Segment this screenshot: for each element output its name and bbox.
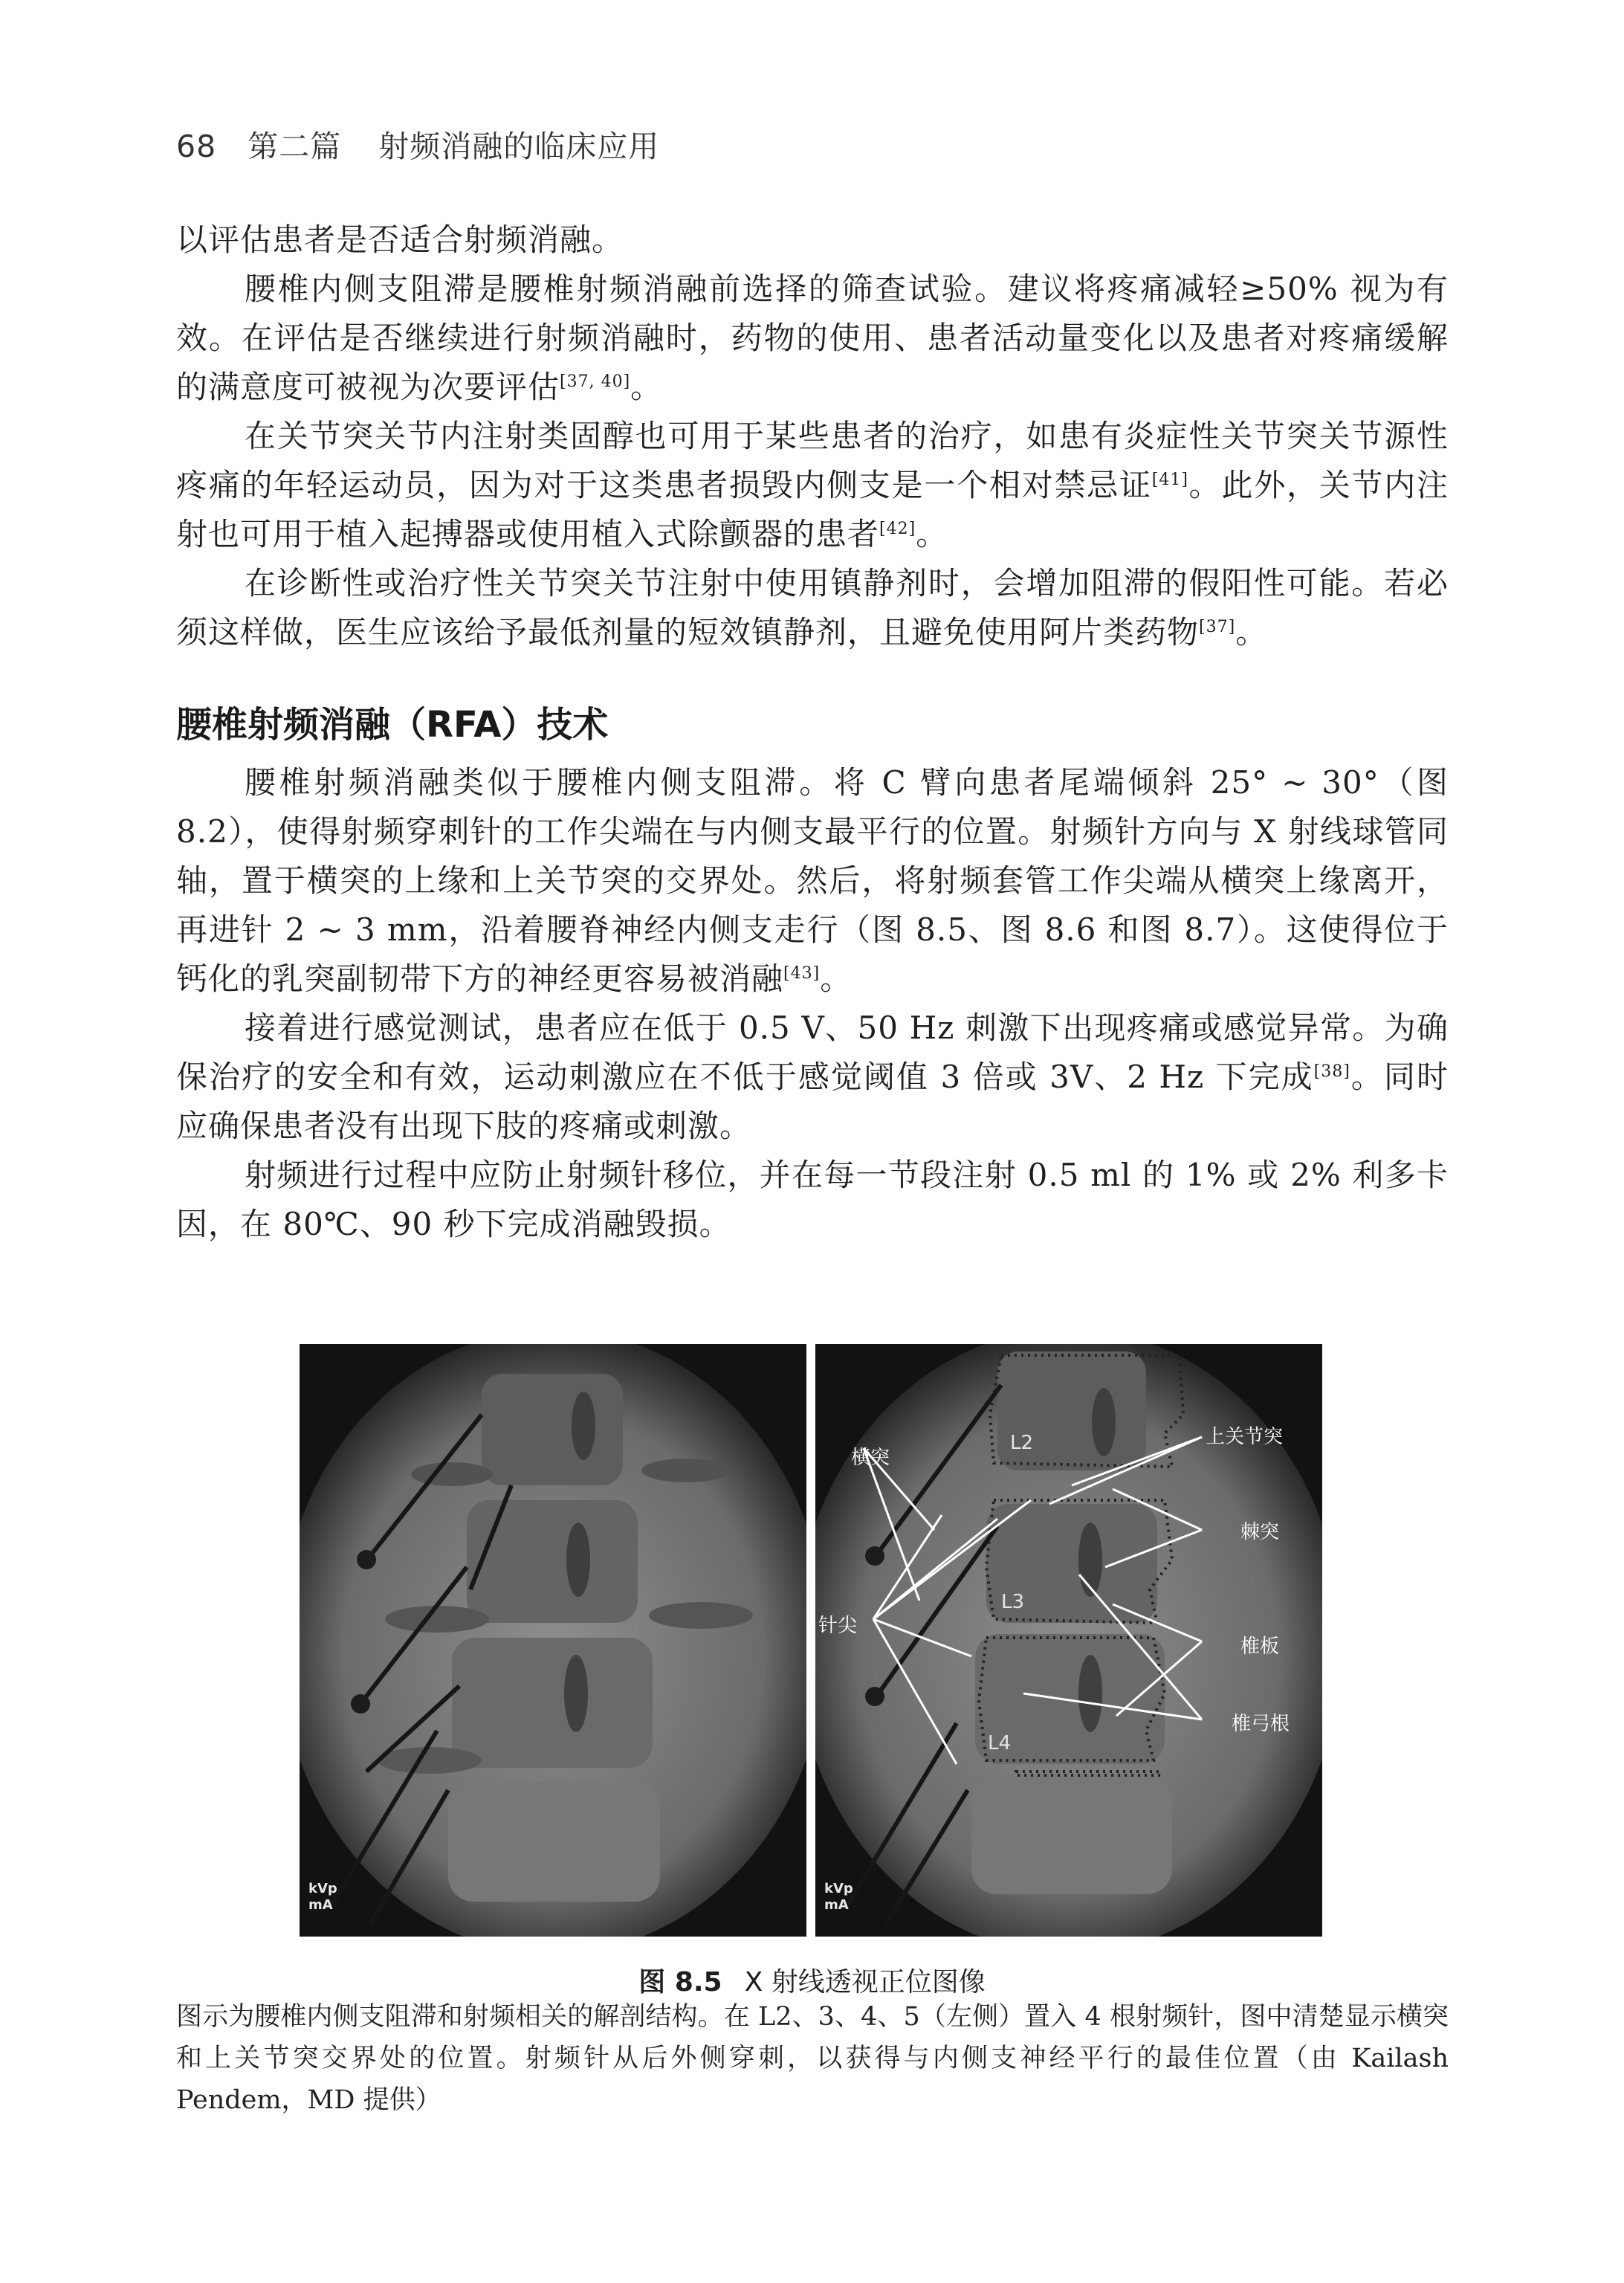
figure-8-5 (300, 1344, 1327, 1937)
citation: [42] (879, 520, 916, 538)
label-transverse-process: 横突 (851, 1447, 890, 1469)
section-body-text (176, 758, 1449, 1249)
label-l4: L4 (988, 1732, 1012, 1754)
label-lamina: 椎板 (1240, 1635, 1280, 1658)
label-needle-tip: 针尖 (818, 1615, 858, 1637)
paragraph-4: 在诊断性或治疗性关节突关节注射中使用镇静剂时，会增加阻滞的假阳性可能。若必须这样做，医生应该给予最低剂量的短效镇静剂，且避免使用阿片类药物[37]。 (176, 565, 1449, 650)
label-spinous-process: 棘突 (1240, 1521, 1280, 1543)
part-label: 第二篇 (248, 129, 342, 164)
paragraph-2: 腰椎内侧支阻滞是腰椎射频消融前选择的筛查试验。建议将疼痛减轻≥50% 视为有效。在评估是否继续进行射频消融时，药物的使用、患者活动量变化以及患者对疼痛缓解的满意度可被视为次要评估[37, 40]。 (176, 271, 1449, 405)
citation: [37] (1199, 618, 1236, 636)
page-number: 68 (176, 129, 217, 164)
citation: [37, 40] (560, 372, 631, 391)
paragraph-7: 射频进行过程中应防止射频针移位，并在每一节段注射 0.5 ml 的 1% 或 2% 利多卡因，在 80℃、90 秒下完成消融毁损。 (176, 1157, 1449, 1242)
device-readout: kVp mA (308, 1881, 337, 1913)
label-l3: L3 (1001, 1591, 1025, 1613)
device-readout: kVp mA (824, 1881, 853, 1913)
paragraph-6: 接着进行感觉测试，患者应在低于 0.5 V、50 Hz 刺激下出现疼痛或感觉异常。为确保治疗的安全和有效，运动刺激应在不低于感觉阈值 3 倍或 3V、2 Hz 下完成[38]。同时应确保患者没有出现下肢的疼痛或刺激。 (176, 1010, 1449, 1144)
figure-title (0, 1961, 1624, 1999)
section-heading: 腰椎射频消融（RFA）技术 (176, 704, 609, 746)
paragraph-3: 在关节突关节内注射类固醇也可用于某些患者的治疗，如患有炎症性关节突关节源性疼痛的年轻运动员，因为对于这类患者损毁内侧支是一个相对禁忌证[41]。此外，关节内注射也可用于植入起搏器或使用植入式除颤器的患者[42]。 (176, 418, 1449, 552)
paragraph-5: 腰椎射频消融类似于腰椎内侧支阻滞。将 C 臂向患者尾端倾斜 25° ~ 30°（图 8.2），使得射频穿刺针的工作尖端在与内侧支最平行的位置。射频针方向与 X 射线球管同轴，置于横突的上缘和上关节突的交界处。然后，将射频套管工作尖端从横突上缘离开，再进针 2 ~ 3 mm，沿着腰脊神经内侧支走行（图 8.5、图 8.6 和图 8.7）。这使得位于钙化的乳突副韧带下方的神经更容易被消融[43]。 (176, 764, 1449, 997)
paragraph-1: 以评估患者是否适合射频消融。 (176, 222, 624, 258)
citation: [38] (1313, 1062, 1350, 1081)
figure-caption: 图示为腰椎内侧支阻滞和射频相关的解剖结构。在 L2、3、4、5（左侧）置入 4 根射频针，图中清楚显示横突和上关节突交界处的位置。射频针从后外侧穿刺，以获得与内侧支神经平行的最佳位置（由 Kailash Pendem，MD 提供） (176, 2002, 1449, 2115)
running-header (176, 122, 659, 166)
figure-number: 图 8.5 (638, 1967, 722, 1998)
chapter-title: 射频消融的临床应用 (378, 129, 660, 164)
body-text (176, 216, 1449, 657)
label-l2: L2 (1010, 1432, 1034, 1454)
label-pedicle: 椎弓根 (1232, 1713, 1290, 1735)
xray-image-annotated (815, 1344, 1322, 1937)
figure-title-text: X 射线透视正位图像 (744, 1967, 986, 1998)
label-superior-articular-process: 上关节突 (1206, 1426, 1284, 1448)
xray-image-plain (300, 1344, 806, 1937)
citation: [43] (783, 964, 821, 983)
xray-graphic (300, 1344, 806, 1937)
citation: [41] (1151, 471, 1188, 489)
